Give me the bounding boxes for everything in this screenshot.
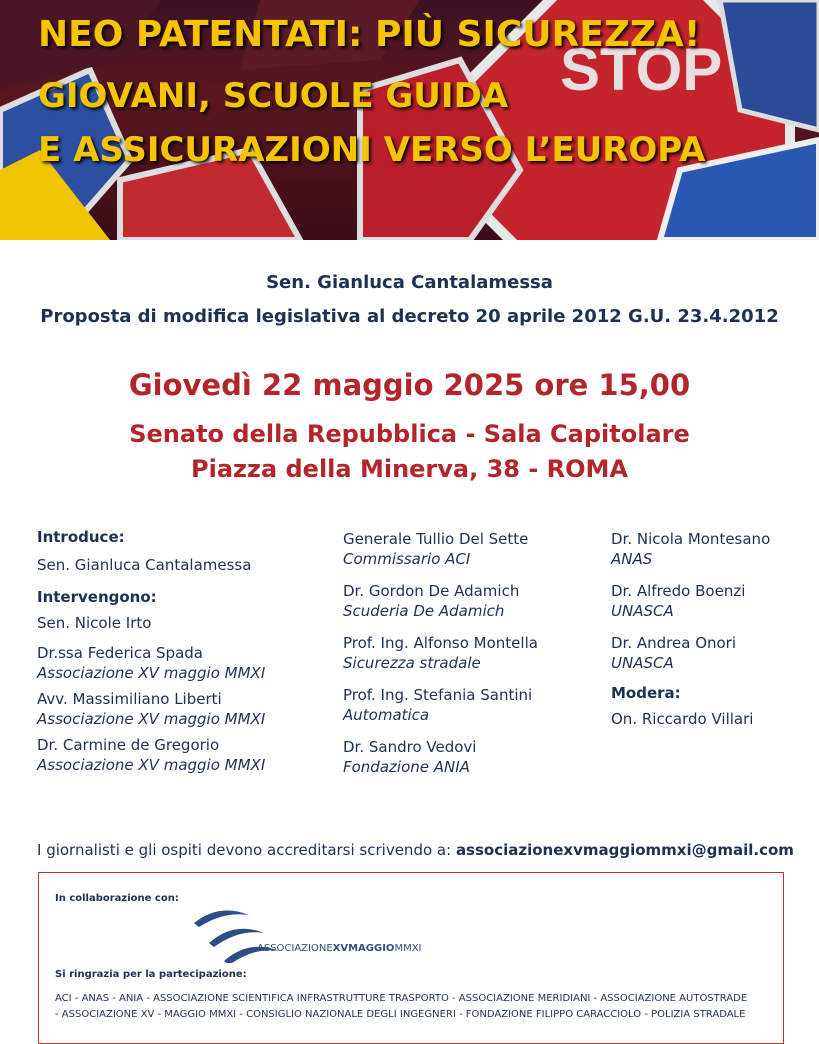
- event-date: Giovedì 22 maggio 2025 ore 15,00: [128, 368, 691, 402]
- banner-subtitle-1: GIOVANI, SCUOLE GUIDA: [38, 76, 509, 116]
- venue-line-2: Piazza della Minerva, 38 - ROMA: [191, 455, 628, 483]
- speaker-org: Associazione XV maggio MMXI: [37, 756, 266, 774]
- stop-sign-text: STOP: [560, 36, 723, 103]
- header-banner: [0, 0, 819, 240]
- collaboration-box: [38, 872, 784, 1044]
- partners-list-line-1: ACI - ANAS - ANIA - ASSOCIAZIONE SCIENTIFICA INFRASTRUTTURE TRASPORTO - ASSOCIAZIONE MERIDIANI - ASSOCIAZIONE AUTOSTRADE: [55, 993, 748, 1004]
- accreditation-text: I giornalisti e gli ospiti devono accreditarsi scrivendo a:: [37, 841, 456, 859]
- speaker-org: Associazione XV maggio MMXI: [37, 664, 266, 682]
- introduce-label: Introduce:: [37, 528, 125, 546]
- speaker-org: Commissario ACI: [343, 550, 471, 568]
- accreditation-email-link[interactable]: associazionexvmaggiommxi@gmail.com: [455, 841, 794, 859]
- proposal-line: Proposta di modifica legislativa al decreto 20 aprile 2012 G.U. 23.4.2012: [40, 306, 779, 327]
- speaker-name: Dr. Gordon De Adamich: [343, 582, 520, 600]
- speaker-name: Dr. Sandro Vedovi: [343, 738, 477, 756]
- banner-subtitle-2: E ASSICURAZIONI VERSO L’EUROPA: [38, 130, 706, 170]
- speakers-column-1: [37, 528, 265, 774]
- speaker-name: Prof. Ing. Alfonso Montella: [343, 634, 538, 652]
- speaker-name: Generale Tullio Del Sette: [343, 530, 529, 548]
- modera-label: Modera:: [611, 684, 681, 702]
- association-logo-text: ASSOCIAZIONEXVMAGGIOMMXI: [257, 943, 422, 954]
- speaker-name: Dr. Alfredo Boenzi: [611, 582, 746, 600]
- speaker-name: Dr. Carmine de Gregorio: [37, 736, 220, 754]
- modera-name: On. Riccardo Villari: [611, 710, 754, 728]
- speaker-org: Sicurezza stradale: [343, 654, 481, 672]
- speaker-name: Dr. Andrea Onori: [611, 634, 737, 652]
- speaker-org: Associazione XV maggio MMXI: [37, 710, 266, 728]
- speaker-org: Automatica: [343, 706, 430, 724]
- speaker-name: Prof. Ing. Stefania Santini: [343, 686, 533, 704]
- accreditation-line: [37, 841, 794, 859]
- speaker-name: Dr. Nicola Montesano: [611, 530, 771, 548]
- speaker-org: UNASCA: [611, 602, 674, 620]
- collab-label: In collaborazione con:: [55, 893, 179, 904]
- speaker-name: Avv. Massimiliano Liberti: [37, 690, 222, 708]
- speaker-name: Sen. Nicole Irto: [37, 614, 152, 632]
- introduce-name: Sen. Gianluca Cantalamessa: [37, 556, 252, 574]
- speaker-org: Scuderia De Adamich: [343, 602, 505, 620]
- partners-list-line-2: - ASSOCIAZIONE XV - MAGGIO MMXI - CONSIGLIO NAZIONALE DEGLI INGEGNERI - FONDAZIONE FILIPPO CARACCIOLO - POLIZIA STRADALE: [55, 1009, 746, 1020]
- main-speaker: Sen. Gianluca Cantalamessa: [266, 272, 553, 293]
- thanks-label: Si ringrazia per la partecipazione:: [55, 969, 247, 980]
- speaker-org: UNASCA: [611, 654, 674, 672]
- venue-line-1: Senato della Repubblica - Sala Capitolare: [129, 420, 690, 448]
- speaker-name: Dr.ssa Federica Spada: [37, 644, 203, 662]
- intervengono-label: Intervengono:: [37, 588, 157, 606]
- speakers-column-2: [343, 528, 538, 776]
- speaker-org: ANAS: [611, 550, 653, 568]
- speakers-column-3: [611, 528, 770, 728]
- speaker-org: Fondazione ANIA: [343, 758, 470, 776]
- banner-title: NEO PATENTATI: PIÙ SICUREZZA!: [38, 14, 701, 55]
